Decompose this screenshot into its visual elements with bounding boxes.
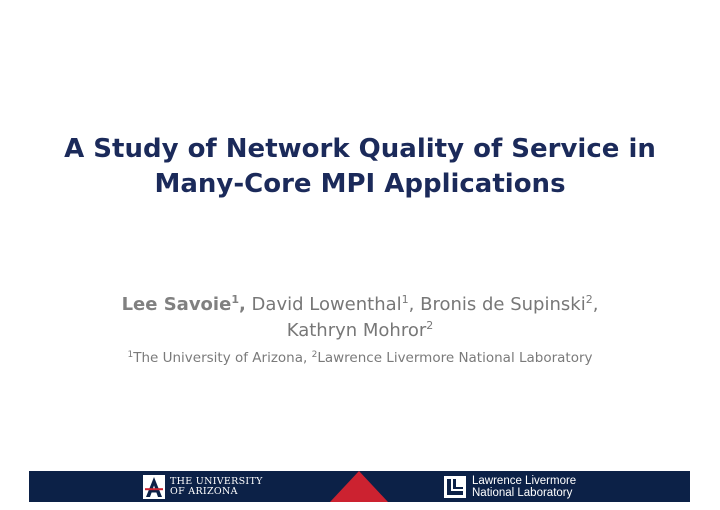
affiliation-llnl: Lawrence Livermore National Laboratory <box>317 350 593 366</box>
llnl-logo <box>444 474 576 499</box>
llnl-logo-line1: Lawrence Livermore <box>472 474 577 487</box>
ua-logo-line1: THE UNIVERSITY <box>170 475 263 487</box>
university-of-arizona-logo <box>143 473 263 500</box>
presenter-name: Lee Savoie$^1$, <box>121 293 246 315</box>
ua-logo-line2: OF ARIZONA <box>170 485 238 497</box>
slide-title: A Study of Network Quality of Service in Many-Core MPI Applications <box>64 134 656 199</box>
footer-accent-triangle <box>330 471 388 502</box>
author-name: David Lowenthal <box>251 294 402 315</box>
affiliation-arizona: The University of Arizona, <box>133 350 312 366</box>
author-name: Bronis de Supinski <box>420 294 586 315</box>
llnl-logo-line2: National Laboratory <box>472 486 573 499</box>
arizona-a-icon <box>143 475 165 499</box>
affiliations: $^1$The University of Arizona, $^2$Lawrence Livermore National Laboratory <box>127 350 593 366</box>
author-name: Kathryn Mohror <box>286 320 427 341</box>
llnl-mark-icon <box>444 476 466 498</box>
author-list: Lee Savoie$^1$, David Lowenthal$^1$, Bronis de Supinski$^2$, Kathryn Mohror$^2$ <box>121 293 599 341</box>
